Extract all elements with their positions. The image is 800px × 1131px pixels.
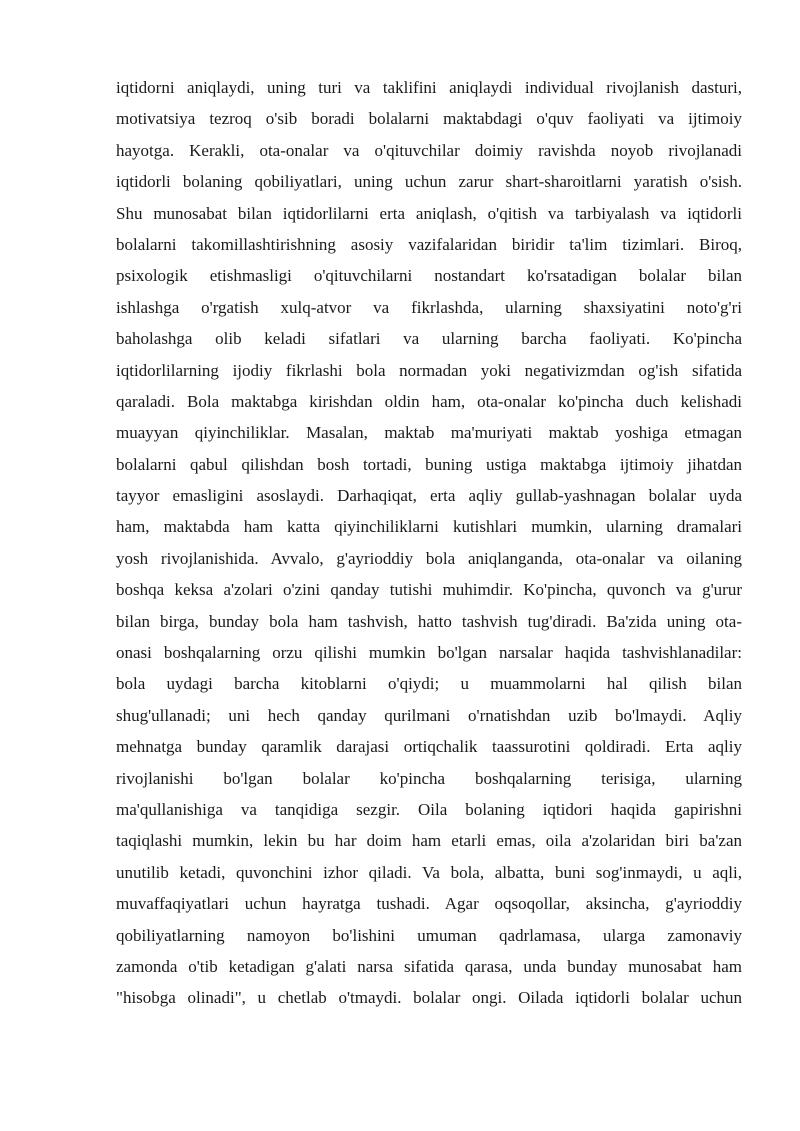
text-line: tayyor emasligini asoslaydi. Darhaqiqat, erta aqliy gullab-yashnagan bolalar uyda (116, 486, 742, 506)
text-line: "hisobga olinadi", u chetlab o'tmaydi. bolalar ongi. Oilada iqtidorli bolalar uchun (116, 988, 742, 1008)
text-line: taqiqlashi mumkin, lekin bu har doim ham etarli emas, oila a'zolaridan biri ba'zan (116, 831, 742, 851)
text-line: motivatsiya tezroq o'sib boradi bolalarni maktabdagi o'quv faoliyati va ijtimoiy (116, 109, 742, 129)
text-line: qobiliyatlarning namoyon bo'lishini umuman qadrlamasa, ularga zamonaviy (116, 925, 742, 945)
text-line: hayotga. Kerakli, ota-onalar va o'qituvchilar doimiy ravishda noyob rivojlanadi (116, 140, 742, 160)
text-line: ishlashga o'rgatish xulq-atvor va fikrlashda, ularning shaxsiyatini noto'g'ri (116, 297, 742, 317)
text-line: iqtidorli bolaning qobiliyatlari, uning uchun zarur shart-sharoitlarni yaratish o'sish. (116, 172, 742, 192)
text-line: iqtidorlilarning ijodiy fikrlashi bola normadan yoki negativizmdan og'ish sifatida (116, 360, 742, 380)
text-line: bilan birga, bunday bola ham tashvish, hatto tashvish tug'diradi. Ba'zida uning ota- (116, 611, 742, 631)
text-line: qaraladi. Bola maktabga kirishdan oldin ham, ota-onalar ko'pincha duch kelishadi (116, 391, 742, 411)
text-line: Shu munosabat bilan iqtidorlilarni erta aniqlash, o'qitish va tarbiyalash va iqtidorli (116, 203, 742, 223)
text-line: muvaffaqiyatlari uchun hayratga tushadi. Agar oqsoqollar, aksincha, g'ayrioddiy (116, 894, 742, 914)
text-line: ham, maktabda ham katta qiyinchiliklarni kutishlari mumkin, ularning dramalari (116, 517, 742, 537)
text-line: ma'qullanishiga va tanqidiga sezgir. Oila bolaning iqtidori haqida gapirishni (116, 799, 742, 819)
text-line: bola uydagi barcha kitoblarni o'qiydi; u muammolarni hal qilish bilan (116, 674, 742, 694)
text-line: psixologik etishmasligi o'qituvchilarni nostandart ko'rsatadigan bolalar bilan (116, 266, 742, 286)
text-line: bolalarni qabul qilishdan bosh tortadi, buning ustiga maktabga ijtimoiy jihatdan (116, 454, 742, 474)
text-line: unutilib ketadi, quvonchini izhor qiladi. Va bola, albatta, buni sog'inmaydi, u aqli, (116, 862, 742, 882)
text-line: zamonda o'tib ketadigan g'alati narsa sifatida qarasa, unda bunday munosabat ham (116, 956, 742, 976)
text-line: mehnatga bunday qaramlik darajasi ortiqchalik taassurotini qoldiradi. Erta aqliy (116, 737, 742, 757)
text-line: rivojlanishi bo'lgan bolalar ko'pincha boshqalarning terisiga, ularning (116, 768, 742, 788)
text-line: shug'ullanadi; uni hech qanday qurilmani o'rnatishdan uzib bo'lmaydi. Aqliy (116, 705, 742, 725)
text-line: muayyan qiyinchiliklar. Masalan, maktab ma'muriyati maktab yoshiga etmagan (116, 423, 742, 443)
text-line: iqtidorni aniqlaydi, uning turi va taklifini aniqlaydi individual rivojlanish dasturi, (116, 78, 742, 97)
text-line: bolalarni takomillashtirishning asosiy vazifalaridan biridir ta'lim tizimlari. Biroq, (116, 234, 742, 254)
document-body (116, 72, 742, 1014)
text-line: yosh rivojlanishida. Avvalo, g'ayrioddiy bola aniqlanganda, ota-onalar va oilaning (116, 548, 742, 568)
text-line: boshqa keksa a'zolari o'zini qanday tutishi muhimdir. Ko'pincha, quvonch va g'urur (116, 580, 742, 600)
text-line: onasi boshqalarning orzu qilishi mumkin bo'lgan narsalar haqida tashvishlanadilar: (116, 643, 742, 663)
text-line: baholashga olib keladi sifatlari va ularning barcha faoliyati. Ko'pincha (116, 329, 742, 349)
